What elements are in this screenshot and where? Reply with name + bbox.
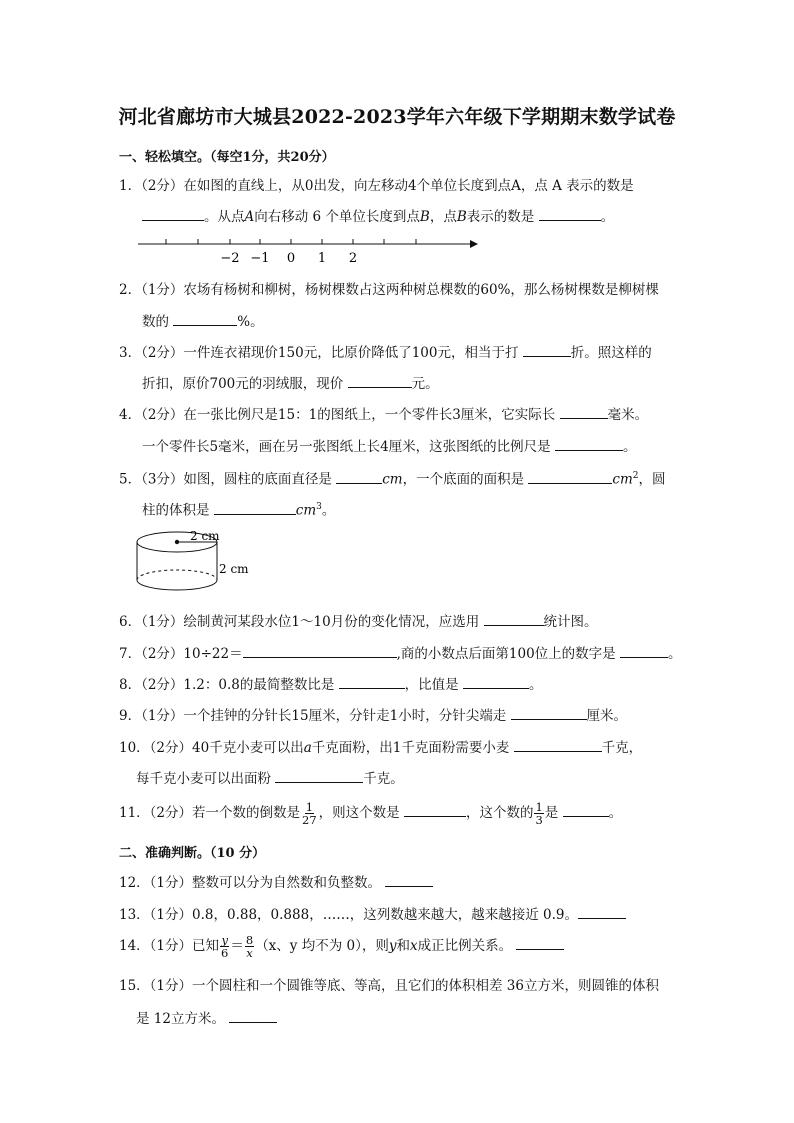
question-9: 9．（1分）一个挂钟的分针长15厘米，分针走1小时，分针尖端走 厘米。: [119, 705, 627, 726]
question-15-line-2: 是 12立方米。: [136, 1008, 277, 1029]
answer-blank[interactable]: [563, 802, 609, 817]
cylinder-bottom-front: [137, 580, 217, 590]
answer-blank[interactable]: [620, 643, 668, 658]
top-dimension-label: 2 cm: [190, 529, 220, 543]
fraction: $\frac{8}{x}$: [245, 933, 254, 960]
section-2-heading: 二、准确判断。（10 分）: [119, 846, 266, 861]
answer-blank[interactable]: [142, 206, 204, 221]
answer-blank[interactable]: [555, 436, 623, 451]
answer-blank[interactable]: [484, 611, 544, 626]
question-2-line-2: 数的 %。: [142, 311, 264, 332]
question-4-line-1: 4．（2分）在一张比例尺是15：1的图纸上，一个零件长3厘米，它实际长 毫米。: [119, 404, 648, 425]
arrow-right-icon: [470, 240, 478, 248]
section-1-heading: 一、轻松填空。（每空1分，共20分）: [119, 150, 335, 165]
answer-blank[interactable]: [214, 500, 296, 515]
tick-label: 2: [348, 251, 358, 266]
answer-blank[interactable]: [243, 643, 397, 658]
question-6: 6．（1分）绘制黄河某段水位1～10月份的变化情况，应选用 统计图。: [119, 611, 598, 632]
page-title: 河北省廊坊市大城县2022-2023学年六年级下学期期末数学试卷: [118, 106, 676, 128]
answer-blank[interactable]: [385, 872, 433, 887]
tick-label: 0: [286, 251, 296, 266]
answer-blank[interactable]: [463, 674, 529, 689]
height-dimension-label: 2 cm: [219, 562, 249, 576]
answer-blank[interactable]: [514, 737, 602, 752]
answer-blank[interactable]: [578, 904, 626, 919]
answer-blank[interactable]: [348, 373, 412, 388]
question-2-line-1: 2．（1分）农场有杨树和柳树，杨树棵数占这两种树总棵数的60%，那么杨树棵数是柳树棵: [119, 282, 659, 298]
answer-blank[interactable]: [339, 674, 405, 689]
fraction: $\frac{y}{6}$: [221, 933, 229, 960]
question-11: 11．（2分）若一个数的倒数是 $\frac{1}{27}$ ，则这个数是 ，这个数的 $\frac{1}{3}$ 是 。: [119, 800, 623, 827]
answer-blank[interactable]: [275, 768, 363, 783]
cylinder-bottom-back: [137, 570, 217, 580]
tick-label: 1: [317, 251, 327, 266]
number-line-ticks: [166, 239, 416, 244]
answer-blank[interactable]: [560, 404, 608, 419]
tick-label: −2: [220, 251, 240, 266]
question-3-line-2: 折扣，原价700元的羽绒服，现价 元。: [142, 373, 439, 394]
fraction: $\frac{1}{27}$: [302, 800, 317, 827]
question-1-line-1: 1．（2分）在如图的直线上，从0出发，向左移动4个单位长度到点A，点 A 表示的数是: [119, 178, 634, 194]
question-14: 14．（1分）已知 $\frac{y}{6}$ ＝ $\frac{8}{x}$ （x、y 均不为 0），则y和x成正比例关系。: [119, 931, 564, 961]
question-13: 13．（1分）0.8，0.88，0.888，……，这列数越来越大，越来越接近 0.9。: [119, 904, 626, 925]
answer-blank[interactable]: [404, 802, 466, 817]
question-1-line-2: 。从点A向右移动 6 个单位长度到点B，点B表示的数是 。: [142, 206, 614, 227]
answer-blank[interactable]: [336, 469, 382, 484]
answer-blank[interactable]: [511, 705, 587, 720]
tick-label: −1: [250, 251, 270, 266]
question-5-line-2: 柱的体积是 $cm^3$。: [142, 497, 335, 521]
question-15-line-1: 15．（1分）一个圆柱和一个圆锥等底、等高，且它们的体积相差 36立方米，则圆锥的体积: [119, 978, 659, 994]
cylinder-figure: [130, 526, 260, 600]
question-3-line-1: 3．（2分）一件连衣裙现价150元，比原价降低了100元，相当于打 折。照这样的: [119, 342, 652, 363]
answer-blank[interactable]: [523, 342, 571, 357]
question-4-line-2: 一个零件长5毫米，画在另一张图纸上长4厘米，这张图纸的比例尺是 。: [142, 436, 636, 457]
question-10-line-1: 10．（2分）40千克小麦可以出a千克面粉，出1千克面粉需要小麦 千克，: [119, 737, 642, 758]
number-line-figure: [136, 236, 481, 266]
question-10-line-2: 每千克小麦可以出面粉 千克。: [136, 768, 404, 789]
question-7: 7．（2分）10÷22＝ ,商的小数点后面第100位上的数字是 。: [119, 643, 681, 664]
answer-blank[interactable]: [528, 469, 612, 484]
question-8: 8．（2分）1.2：0.8的最简整数比是 ，比值是 。: [119, 674, 542, 695]
answer-blank[interactable]: [229, 1008, 277, 1023]
answer-blank[interactable]: [516, 935, 564, 950]
fraction: $\frac{1}{3}$: [535, 800, 543, 827]
question-5-line-1: 5．（3分）如图，圆柱的底面直径是 cm，一个底面的面积是 $cm^2$，圆: [119, 466, 666, 490]
answer-blank[interactable]: [173, 311, 237, 326]
question-12: 12．（1分）整数可以分为自然数和负整数。: [119, 872, 433, 893]
answer-blank[interactable]: [539, 206, 601, 221]
